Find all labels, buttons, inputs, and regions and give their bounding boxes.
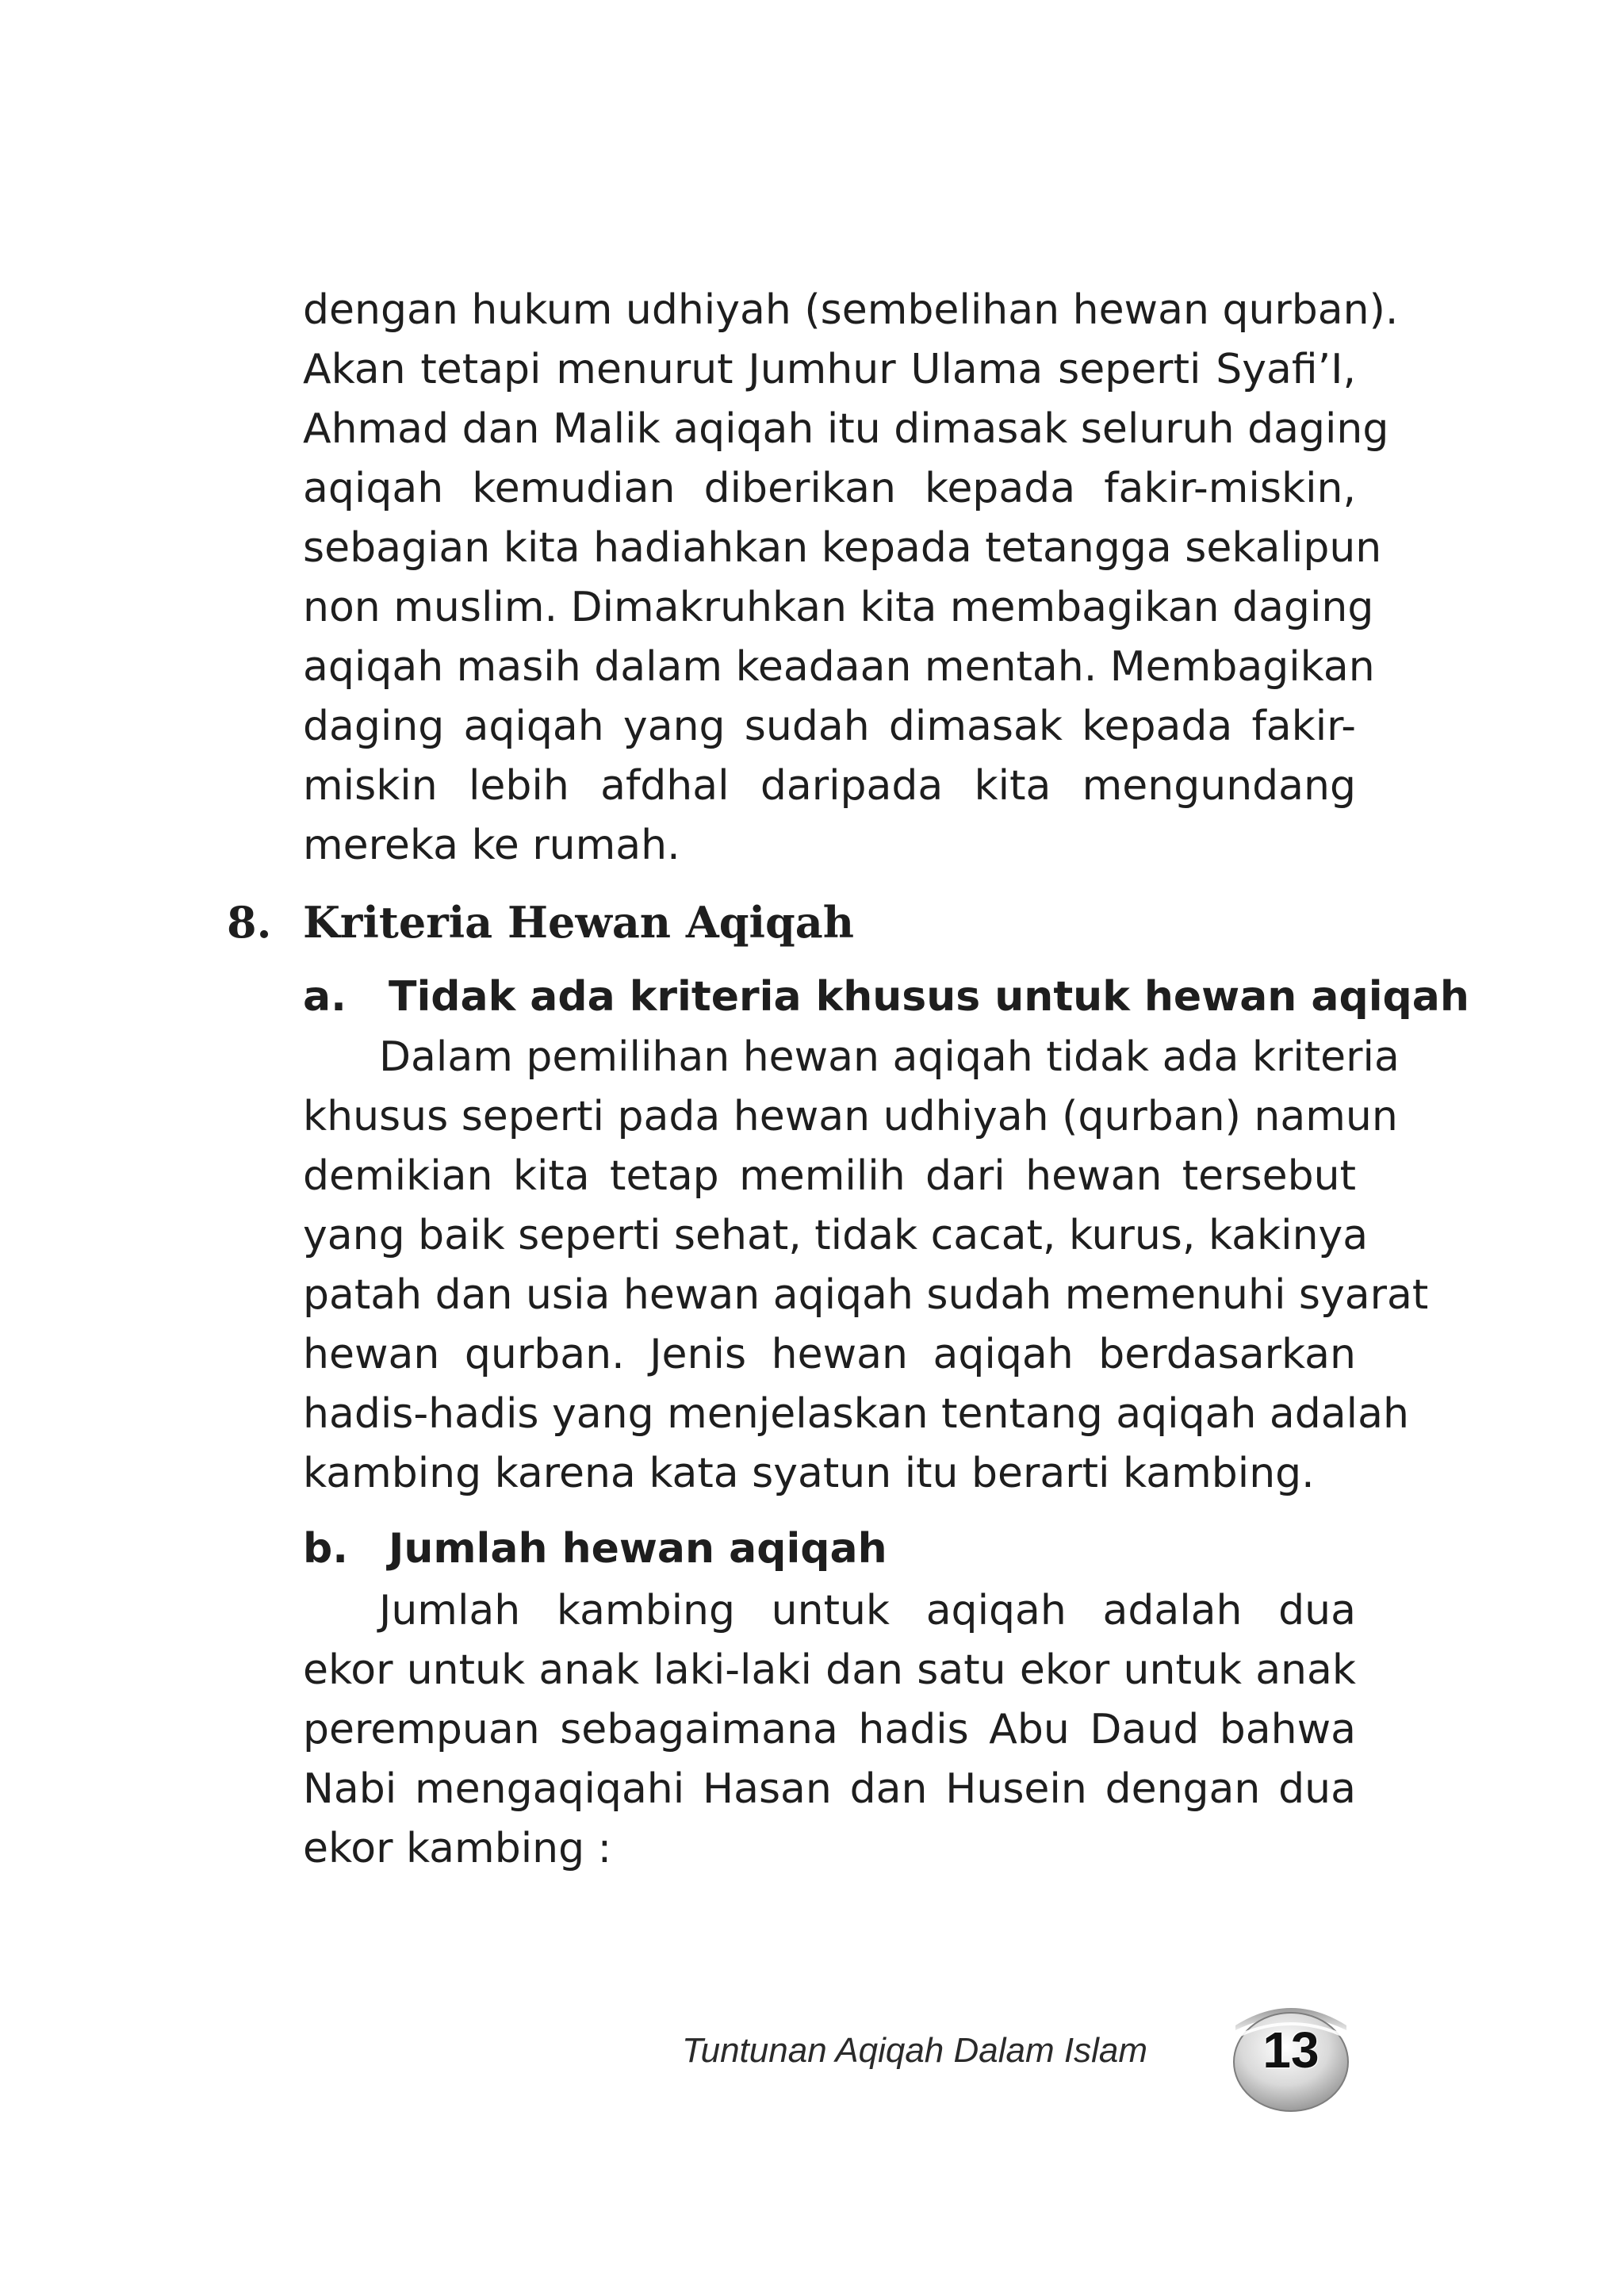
paragraph-line: dengan hukum udhiyah (sembelihan hewan qurban). — [303, 286, 1399, 334]
paragraph-line: ekor kambing : — [303, 1825, 612, 1872]
paragraph-line: daging aqiqah yang sudah dimasak kepada fakir- — [303, 703, 1356, 750]
paragraph-line: demikian kita tetap memilih dari hewan tersebut — [303, 1152, 1356, 1200]
paragraph-line: ekor untuk anak laki-laki dan satu ekor untuk anak — [303, 1646, 1356, 1694]
paragraph-line: miskin lebih afdhal daripada kita mengundang — [303, 762, 1356, 810]
subsection-b-title: Jumlah hewan aqiqah — [389, 1525, 887, 1573]
paragraph-line: hewan qurban. Jenis hewan aqiqah berdasarkan — [303, 1331, 1356, 1378]
section-heading — [227, 895, 854, 950]
paragraph-line: yang baik seperti sehat, tidak cacat, kurus, kakinya — [303, 1212, 1369, 1259]
page-number: 13 — [1262, 2021, 1320, 2079]
intro-paragraph — [303, 281, 1399, 876]
section-number: 8. — [227, 897, 272, 948]
paragraph-line: Akan tetapi menurut Jumhur Ulama seperti Syafi’I, — [303, 346, 1356, 393]
subsection-a-heading — [303, 969, 1469, 1025]
paragraph-line: mereka ke rumah. — [303, 822, 680, 869]
paragraph-line: aqiqah kemudian diberikan kepada fakir-miskin, — [303, 465, 1356, 512]
subsection-a-letter: a. — [303, 973, 347, 1021]
paragraph-line: perempuan sebagaimana hadis Abu Daud bahwa — [303, 1706, 1356, 1753]
paragraph-line: hadis-hadis yang menjelaskan tentang aqiqah adalah — [303, 1390, 1409, 1438]
paragraph-line: Ahmad dan Malik aqiqah itu dimasak seluruh daging — [303, 405, 1389, 453]
subsection-a-title: Tidak ada kriteria khusus untuk hewan aqiqah — [389, 973, 1469, 1021]
paragraph-line: khusus seperti pada hewan udhiyah (qurban) namun — [303, 1093, 1398, 1140]
paragraph-line: Jumlah kambing untuk aqiqah adalah dua — [379, 1587, 1356, 1634]
page-number-badge — [1224, 1995, 1358, 2113]
paragraph-line: aqiqah masih dalam keadaan mentah. Membagikan — [303, 643, 1375, 691]
footer-book-title: Tuntunan Aqiqah Dalam Islam — [682, 2031, 1147, 2070]
paragraph-line: sebagian kita hadiahkan kepada tetangga sekalipun — [303, 524, 1382, 572]
subsection-b-letter: b. — [303, 1525, 348, 1573]
paragraph-line: non muslim. Dimakruhkan kita membagikan daging — [303, 584, 1374, 631]
subsection-b-paragraph — [303, 1581, 1356, 1879]
section-title: Kriteria Hewan Aqiqah — [303, 897, 855, 948]
subsection-a-paragraph — [303, 1028, 1429, 1504]
paragraph-line: patah dan usia hewan aqiqah sudah memenuhi syarat — [303, 1271, 1429, 1319]
paragraph-line: kambing karena kata syatun itu berarti kambing. — [303, 1450, 1315, 1497]
subsection-b-heading — [303, 1521, 887, 1577]
paragraph-line: Dalam pemilihan hewan aqiqah tidak ada kriteria — [379, 1033, 1400, 1081]
paragraph-line: Nabi mengaqiqahi Hasan dan Husein dengan dua — [303, 1765, 1356, 1813]
